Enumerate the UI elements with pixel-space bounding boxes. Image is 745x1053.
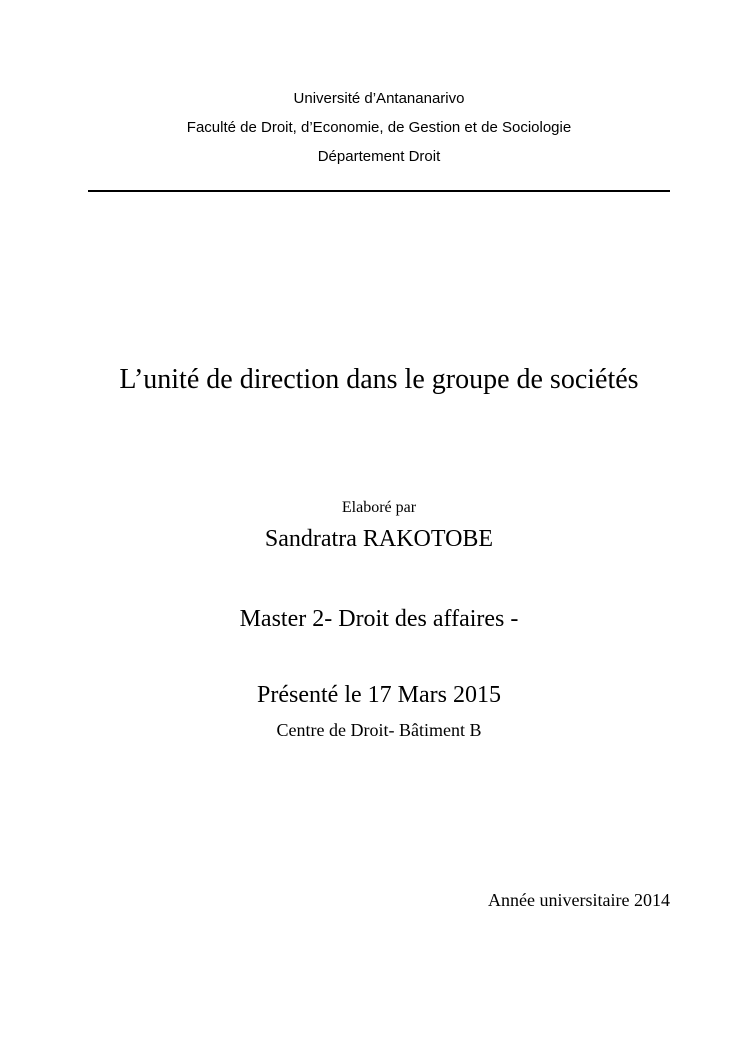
presentation-date: Présenté le 17 Mars 2015 xyxy=(257,682,501,708)
header-university: Université d’Antananarivo xyxy=(293,90,465,107)
academic-year: Année universitaire 2014 xyxy=(488,890,670,910)
author-name: Sandratra RAKOTOBE xyxy=(264,526,494,552)
header-divider xyxy=(88,190,670,192)
document-title: L’unité de direction dans le groupe de sociétés xyxy=(119,364,639,395)
presentation-location: Centre de Droit- Bâtiment B xyxy=(276,720,482,740)
degree-line: Master 2- Droit des affaires - xyxy=(239,606,519,632)
elaborated-by-label: Elaboré par xyxy=(341,499,417,516)
header-faculty: Faculté de Droit, d’Economie, de Gestion et de Sociologie xyxy=(186,119,572,136)
header-department: Département Droit xyxy=(317,148,441,165)
